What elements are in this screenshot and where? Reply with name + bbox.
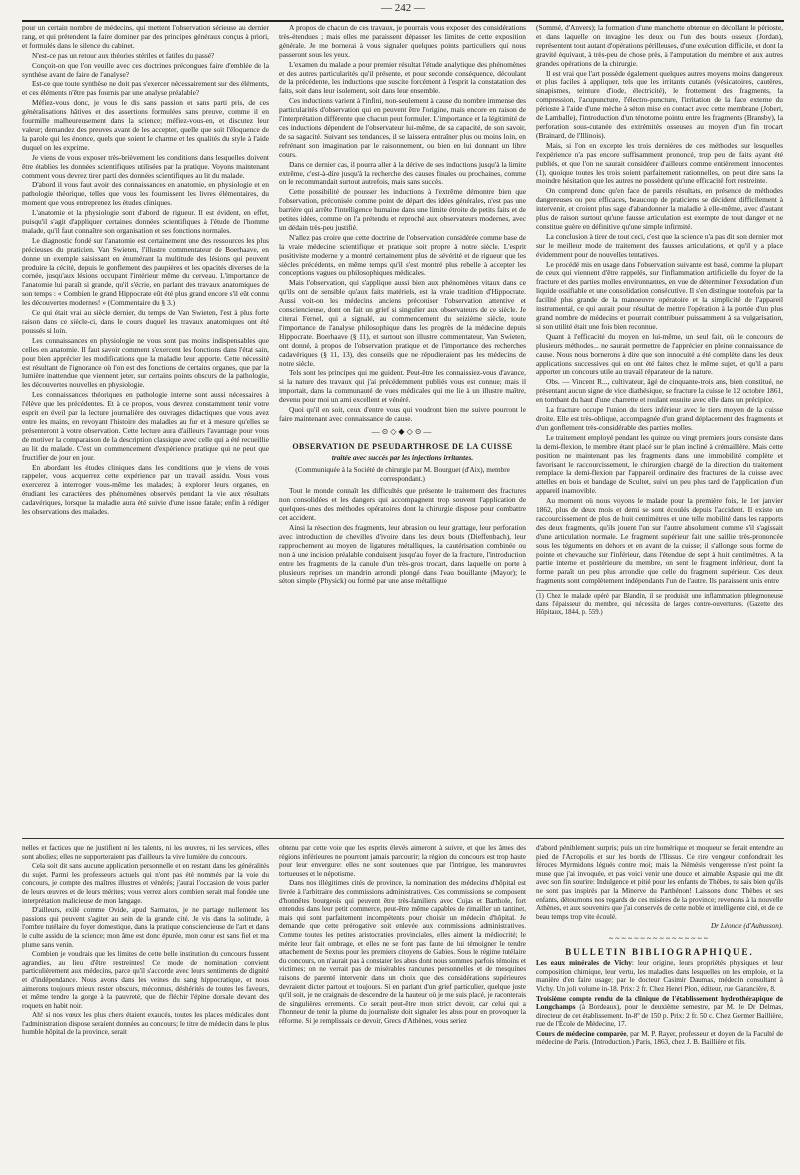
paragraph: On comprend donc qu'en face de pareils résultats, en présence de méthodes dangereuses ou peu efficaces, beaucoup de praticiens se décident difficilement à intervenir, et croient plus sage d'abandonner la maladie à elle-même, avec d'autant plus de raison surtout qu'une fausse articulation est exempte de tout danger et ne constitue guère en définitive qu'une simple infirmité.	[536, 186, 783, 231]
lower-column-3-text	[536, 844, 783, 921]
paragraph: D'ailleurs, exilé comme Ovide, apud Sarmatos, je ne partage nullement les passions qui peuvent s'agiter au sein de la grande cité. Je vis dans la solitude, à l'ombre tutélaire du foyer domestique, dans la pratique consciencieuse de l'art et dans le culte assidu de la science; mon âme est donc épurée, mon cœur est sans fiel et ma plume sans venin.	[22, 906, 269, 949]
paragraph: Cela soit dit sans aucune application personnelle et en restant dans les généralités du sujet. Parmi les professeurs actuels qui n'ont pas été nommés par la voie du concours, je compte des maîtres illustres et vénérés; j'aurai l'occasion de vous parler de leurs œuvres et de leurs mérites; vous verrez alors combien serait mal fondée une interprétation malicieuse de mon langage.	[22, 862, 269, 905]
upper-column-1	[22, 24, 269, 832]
paragraph: Est-ce que toute synthèse ne doit pas s'exercer nécessairement sur des éléments, et ces éléments n'être pas fournis par une analyse préalable?	[22, 79, 269, 98]
signature: Dr Léonce (d'Aubusson).	[710, 922, 783, 931]
bibliography-title: Cours de médecine comparée	[536, 1029, 627, 1038]
paragraph: L'anatomie et la physiologie sont d'abord de rigueur. Il est évident, en effet, puisqu'il s'agit d'appliquer certaines données scientifiques à l'étude de l'homme malade, qu'il faut connaître son organisation et ses fonctions normales.	[22, 208, 269, 235]
paragraph: Mais, si l'on en excepte les trois dernières de ces méthodes sur lesquelles l'expérience n'a pas encore suffisamment prononcé, trop peu de faits ayant été publiés, et que l'on ne saurait considérer d'ailleurs comme entièrement innocentes (1), quoique toutes les trois soient parfaitement rationnelles, on peut dire sans la moindre hésitation que les autres ne possèdent qu'une efficacité fort restreinte.	[536, 140, 783, 186]
paragraph: nelles et factices que ne justifient ni les talents, ni les œuvres, ni les services, elles sont abolies; elles ne supporteraient pas d'ailleurs la vive lumière du concours.	[22, 844, 269, 861]
paragraph: En abordant les études cliniques dans les conditions que je viens de vous rappeler, vous acquerrez cette expérience par un travail assidu. Vous vous exercerez à interroger vous-même les malades; à explorer leurs organes, en étudiant les caractères des phénomènes observés pendant la vie aux résultats cadavériques, lorsque la maladie aura été suivie d'une issue fatale; enfin à rédiger les observations des malades.	[22, 462, 269, 517]
bibliography-entry	[536, 995, 783, 1029]
bibliography-title: Les eaux minérales de Vichy	[536, 959, 632, 968]
paragraph: Tels sont les principes qui me guident. Peut-être les connaissiez-vous d'avance, si la nature des travaux qui j'ai précédemment publiés vous est connue; mais il importait, dans la communauté de vues médicales qui me lie à un illustre maître, devenu pour moi un ami excellent et vénéré.	[279, 368, 526, 405]
bibliography-entry	[536, 1030, 783, 1047]
upper-section	[22, 24, 784, 832]
paragraph: Méfiez-vous donc, je vous le dis sans passion et sans parti pris, de ces généralisations hâtives et des assertions formulées sans preuve, comme il en fourmille malheureusement dans la science; méfiez-vous-en, et discutez leur valeur; demandez des preuves avant de les accepter, quelle que soit l'éloquence de la parole qui les énonce, quels que soient le charme et les qualités du style à l'aide duquel on les exprime.	[22, 98, 269, 152]
paragraph: La conclusion à tirer de tout ceci, c'est que la science n'a pas dit son dernier mot sur le meilleur mode de traitement des fausses articulations, et qu'il y a place évidemment pour de nouvelles tentatives.	[536, 231, 783, 259]
bulletin-list	[536, 959, 783, 1047]
article-intro: (Communiquée à la Société de chirurgie par M. Bourguet (d'Aix), membre correspondant.)	[295, 465, 510, 483]
bulletin-title: BULLETIN BIBLIOGRAPHIQUE.	[565, 946, 754, 957]
paragraph: Dans nos illégitimes cités de province, la nomination des médecins d'hôpital est livrée à l'arbitraire des commissions administratives. Ces commissions se composent d'honnêtes bourgeois qui peuvent être très-familiers avec Cujas et Barthole, fort entendus dans leur petit commerce, peut-être même capables de rimailler un tantinet, mais qui sont parfaitement incompétents pour choisir un médecin d'hôpital. Je demande que cette prérogative soit enlevée aux commissions administratives. Comme toutes les petites aristocraties provinciales, elles aiment la médiocrité; le mérite leur fait ombrage, et elles ne se font pas faute de lui témoigner le tendre attachement de Sextus pour les premiers citoyens de Gabies. Sous le régime tutélaire du concours, on n'aurait pas à constater les abus dont nous sommes parfois témoins et victimes; on ne verrait pas de misérables rancunes personnelles et de mesquines raisons de parenté intervenir dans un choix que des considérations supérieures devraient dicter partout et toujours. Si en parlant d'un grief particulier, quelque juste qu'il soit, je ne craignais de descendre de la hauteur où je me suis placé, je raconterais de singulières errements. Ce serait peut-être mon strict devoir, car celui qui a l'honneur de tenir la plume du journaliste doit signaler les abus pour en provoquer la réforme. Si je remplissais ce devoir, Grecs d'Athènes, vous seriez	[279, 879, 526, 1025]
paragraph: Le traitement employé pendant les quinze ou vingt premiers jours consiste dans la demi-flexion, le membre étant placé sur le plan incliné à crémaillère. Mais cette position ne maintenant pas les fragments dans une immobilité complète et favorisant le raccourcissement, le chirurgien chargé de la direction du traitement remplace la demi-flexion par l'appareil ordinaire des fractures de la cuisse avec attelles en bois et bandage de Scultet, suivi un peu plus tard de l'application d'un appareil inamovible.	[536, 432, 783, 496]
paragraph: Le diagnostic fondé sur l'anatomie est certainement une des ressources les plus précieuses du praticien. Van Swieten, l'illustre commentateur de Boerhaave, en donne un exemple saisissant en énumérant la multitude des lésions qui peuvent produire la cécité, depuis le gonflement des paupières et les opacités diverses de la cornée, jusqu'aux lésions occupant l'intérieur même du cerveau. L'importance de l'anatomie lui paraît si grande, qu'il s'écrie, en parlant des travaux anatomiques de son temps : « Combien le grand Hippocrate eût été plus grand encore s'il eût connu les découvertes modernes! » (Commentaire du § 3.)	[22, 235, 269, 308]
lower-column-3	[536, 844, 783, 1170]
paragraph: Ce qui était vrai au siècle dernier, du temps de Van Swieten, l'est à plus forte raison dans ce siècle-ci, dans le cours duquel les travaux anatomiques ont été poussés si loin.	[22, 308, 269, 335]
paragraph: Obs. — Vincent R..., cultivateur, âgé de cinquante-trois ans, bien constitué, ne présentant aucun signe de vice diathésique, se fracture la cuisse le 12 octobre 1861, en tombant du haut d'une charrette et roulant ensuite avec elle dans un précipice.	[536, 377, 783, 405]
paragraph: La fracture occupe l'union du tiers inférieur avec le tiers moyen de la cuisse droite. Elle est très-oblique, accompagnée d'un grand déplacement des fragments et d'un gonflement très-considérable des parties molles.	[536, 405, 783, 432]
paragraph: (Sommé, d'Anvers); la formation d'une manchette obtenue en décollant le périoste, et dans laquelle on invagine les deux ou l'un des bouts osseux (Jordan), représentent tout autant d'opérations périlleuses, d'une exécution difficile, et dont la gravité équivaut, à très-peu de chose près, à l'amputation du membre et aux autres grandes opérations de la chirurgie.	[536, 24, 783, 68]
paragraph: Conçoit-on que l'on veuille avec ces doctrines précongues faire d'emblée de la synthèse avant de faire de l'analyse?	[22, 60, 269, 79]
article-body	[279, 487, 526, 586]
paragraph: Tout le monde connaît les difficultés que présente le traitement des fractures non consolidées et les dangers qui accompagnent trop souvent l'application de quelques-unes des méthodes opératoires dont la chirurgie dispose pour combattre cet accident.	[279, 486, 526, 523]
newspaper-page	[22, 0, 784, 1175]
upper-column-3-text	[536, 24, 783, 586]
header-rule	[22, 20, 784, 22]
upper-column-2-text	[279, 24, 526, 424]
article-title: OBSERVATION DE PSEUDARTHROSE DE LA CUISSE	[292, 441, 513, 451]
lower-section	[22, 844, 784, 1170]
bibliography-entry	[536, 959, 783, 993]
paragraph: Les connaissances théoriques en pathologie interne sont aussi nécessaires à l'élève que les précédentes. Et à ce propos, vous devrez constamment tenir votre esprit en éveil par la lecture journalière des ouvrages didactiques que vous avez entre les mains, en revoyant l'histoire des maladies au fur et à mesure qu'elles se présenteront à votre observation. Cette lecture aura d'ailleurs l'avantage pour vous de motiver la comparaison de la description classique avec celle qui a été recueillie au lit du malade. C'est un commencement d'expérience pratique qui ne peut que fructifier de jour en jour.	[22, 390, 269, 462]
bibliography-text: , par M. P. Rayer, professeur et doyen de la Faculté de médecine de Paris. (Introduction.) Paris, 1863, chez J. B. Baillière et fils.	[536, 1029, 783, 1047]
paragraph: Ces inductions varient à l'infini, non-seulement à cause du nombre immense des particularités d'observation qui en peuvent être l'origine, mais encore en raison de l'interprétation différente que chacun peut formuler. L'importance et la légitimité de ces inductions dépendent de l'observateur lui-même, de sa capacité, de son savoir, de sa sagacité. Suivant ses tendances, il se laissera entraîner plus ou moins loin, en refrénant son imagination par le raisonnement, ou bien en lui donnant un libre cours.	[279, 96, 526, 159]
section-separator: —⊙◇◆◇⊙—	[371, 426, 434, 436]
paragraph: D'abord il vous faut avoir des connaissances en anatomie, en physiologie et en pathologie théorique, telles que vous les fournissent les livres élémentaires, du moment que vous entreprenez les études cliniques.	[22, 180, 269, 208]
paragraph: Mais l'observation, qui s'applique aussi bien aux phénomènes vitaux dans ce qu'ils ont de sensible qu'aux faits matériels, est la vraie tradition d'Hippocrate. Aussi voit-on les médecins anciens préconiser l'observation attentive et consciencieuse, dont on fait un grief si singulier aux observateurs de ce siècle. Je citerai Fernel, qui a signalé, au commencement du seizième siècle, toute l'importance de l'analyse philosophique dans les progrès de la médecine depuis Hippocrate. Boerhaave (§ 11), et surtout son illustre commentateur, Van Swieten, ont donné, à propos de l'observation pratique et de l'importance des recherches cadavériques (§ 11, 13), des conseils que ne répudieraient pas les médecins de notre siècle.	[279, 278, 526, 368]
paragraph: pour un certain nombre de médecins, qui mettent l'observation sérieuse au dernier rang, et qui prétendent la faire dominer par des principes généraux conçus à priori, et formulés dans le silence du cabinet.	[22, 24, 269, 50]
bulletin-separator: ~~~~~~~~~~~~~~~~	[608, 933, 711, 943]
paragraph: Je viens de vous exposer très-brièvement les conditions dans lesquelles doivent être établies les données scientifiques utilisées par la pratique. Voyons maintenant comment vous devrez tirer parti des données scientifiques au lit du malade.	[22, 152, 269, 180]
paragraph: d'abord péniblement surpris; puis un rire homérique et moqueur se ferait entendre au pied de l'Acropolis et sur les bords de l'Ilissus. Ce rire vengeur confondrait les féroces Myrmidons légués contre moi; mais la Némésis vengeresse n'est point la muse que j'ai invoquée, et pas voici venir une douce et aimable Aspasie qui me dit avec son fin sourire: Indulgence et pitié pour les enfants de Thèbes, tu sais bien qu'ils ne sont pas inspirés par la Minerve du Parthénon! Laissons donc Thèbes et ses enfants, détournons nos regards de ces misères de la province; revenons à la nouvelle Athènes, et aux souvenirs que j'ai conservés de cette noble et intelligente cité, et de ce beau temps trop vite écoulé.	[536, 844, 783, 921]
paragraph: Combien je voudrais que les limites de cette belle institution du concours fussent agrandies, au lieu d'être restreintes! Ce mode de nomination convient particulièrement aux médecins, parce qu'il s'accorde avec leurs sentiments de dignité et d'indépendance. Nous avons dans les veines du sang hippocratique, et nous aimerons toujours mieux rester obscurs, méconnus, déshérités de toutes les faveurs, et même tendre la gorge à la pauvreté, que de fléchir l'épine dorsale devant des roquets en habit noir.	[22, 950, 269, 1010]
paragraph: Ainsi la résection des fragments, leur abrasion ou leur grattage, leur perforation avec introduction de chevilles d'ivoire dans les deux bouts (Dieffenbach), leur rapprochement au moyen de ligatures métalliques, la cautérisation combinée ou non à une incision préalable conduisent jusqu'au foyer de la fracture, l'introduction entre les fragments de la canule d'un très-gros trocart, dans laquelle on porte à plusieurs reprises un mandrin arrondi plongé dans l'eau bouillante (Mayor); le séton simple (Physick) ou formé par une anse métallique	[279, 523, 526, 586]
bibliography-title: Troisième compte rendu de la clinique de l'établissement hydrothérapique de Longchamps	[536, 994, 783, 1012]
bibliography-text: (à Bordeaux), pour le deuxième semestre, par M. le Dr Delmas, directeur de cet établissement. In-8º de 150 p. Prix: 2 fr. 50 c. Chez Germer Baillière, rue de l'École de Médecine, 17.	[536, 1003, 783, 1029]
paragraph: A propos de chacun de ces travaux, je pourrais vous exposer des considérations très-étendues ; mais elles me paraissent dépasser les limites de cette exposition générale. Je me bornerai à vous signaler quelques points particuliers qui nous passeront sous les yeux.	[279, 24, 526, 59]
paragraph: Ah! si nos vœux les plus chers étaient exaucés, toutes les places médicales dont l'administration dispose seraient données au concours; le titre de médecin dans le plus humble hôpital de la province, serait	[22, 1011, 269, 1037]
section-rule	[22, 838, 784, 839]
paragraph: Dans ce dernier cas, il pourra aller à la dérive de ses inductions jusqu'à la limite extrême, c'est-à-dire jusqu'à la recherche des causes finales ou prochaines, comme on le recommandait surtout autrefois, mais sans succès.	[279, 159, 526, 187]
upper-column-3	[536, 24, 783, 832]
upper-column-2	[279, 24, 526, 832]
paragraph: N'est-ce pas un retour aux théories stériles et fatiles du passé?	[32, 50, 215, 60]
paragraph: Quoi qu'il en soit, ceux d'entre vous qui voudront bien me suivre pourront le faire maintenant avec connaissance de cause.	[279, 405, 526, 423]
footnote: (1) Chez le malade opéré par Blandin, il se produisit une inflammation phlegmoneuse dans l'épaisseur du membre, qui nécessita de larges contre-ouvertures. (Gazette des Hôpitaux, 1844, p. 559.)	[536, 590, 783, 617]
article-subtitle: traitée avec succès par les injections irritantes.	[331, 452, 474, 462]
page-number: — 242 —	[381, 2, 425, 14]
paragraph: obtenu par cette voie que les esprits élevés aimeront à suivre, et que les âmes des régions inférieures ne pourront jamais parcourir; la région du concours est trop haute pour leur envergure: elles ne sont soutenues que par l'intrigue, les manœuvres tortueuses et le népotisme.	[279, 844, 526, 878]
paragraph: Quant à l'efficacité du moyen en lui-même, un seul fait, où le concours de plusieurs méthodes... ne saurait permettre de l'apprécier en pleine connaissance de cause. Nous nous bornerons à dire que son innocuité a été complète dans les deux applications successives qui en ont été faites chez le même sujet, et qu'il a paru apporter un concours utile au travail réparateur de la nature.	[536, 331, 783, 377]
bibliography-text: : leur origine, leurs propriétés physiques et leur composition chimique, leur vertu, les maladies dans lesquelles on les emploie, et la manière d'en faire usage; par le docteur Casimir Daumas, médecin consultant à Vichy. Un joli volume in-18. Prix: 2 fr. Chez Henri Plon, éditeur, rue Garancière, 8.	[536, 959, 783, 993]
paragraph: Les connaissances en physiologie ne vous sont pas moins indispensables que celles en anatomie. Il faut savoir comment s'exercent les fonctions dans l'état sain, pour bien apprécier les modifications que la maladie leur apporte. Cette nécessité est résultant de l'ignorance où l'on est des fonctions de certains organes, que par la lumière inattendue que viennent jeter, sur certains points obscurs de la pathologie, les découvertes nouvelles en physiologie.	[22, 335, 269, 390]
paragraph: Le procédé mis en usage dans l'observation suivante est basé, comme la plupart de ceux qui viennent d'être rappelés, sur l'inflammation artificielle du foyer de la fracture et des parties molles environnantes, en vue de déterminer l'exsudation d'un liquide ossifiable et une consolidation consécutive. Il s'en distingue toutefois par la facilité plus grande de la manoeuvre opératoire et la simplicité de l'appareil instrumental, ce qui aurait pour résultat de mettre l'opération à la portée d'un plus grand nombre de médecins et pourrait contribuer puissamment à sa vulgarisation, si son utilité était une fois bien reconnue.	[536, 259, 783, 331]
paragraph: Au moment où nous voyons le malade pour la première fois, le 1er janvier 1862, plus de deux mois et demi se sont écoulés depuis l'accident. Il existe un raccourcissement de plus de huit centimètres et une telle mobilité dans les rapports des deux fragments, qu'ils jouent l'un sur l'autre absolument comme s'il s'agissait d'une articulation normale. Le fragment supérieur fait une saillie très-prononcée sous les téguments en dehors et en avant de la cuisse; il s'allonge sous forme de pointe et chevauche sur l'inférieur, dans l'étendue de sept à huit centimètres. A la partie interne et postérieure du membre, on sent le fragment inférieur, dont la forme paraît un peu plus arrondie que celle du fragment supérieur. Ces deux fragments sont complètement indépendants l'un de l'autre. Ils paraissent unis entre	[536, 496, 783, 586]
lower-column-2	[279, 844, 526, 1170]
paragraph: Cette possibilité de pousser les inductions à l'extrême démontre bien que l'observation, préconisée comme point de départ des idées générales, n'est pas une barrière qui arrête l'intelligence humaine dans une limite étroite de petits faits et de petites idées, comme on l'a prétendu et reproché aux observateurs modernes, avec un dédain très-peu justifié.	[279, 187, 526, 232]
lower-column-1	[22, 844, 269, 1170]
paragraph: L'examen du malade a pour premier résultat l'étude analytique des phénomènes et des autres particularités qu'il présente, et pour seconde conséquence, découlant de la précédente, les inductions que suscite forcément à l'esprit la constatation des faits, soit dans leur isolement, soit dans leur ensemble.	[279, 59, 526, 96]
paragraph: Il est vrai que l'art possède également quelques autres moyens moins dangereux et plus faciles à appliquer, tels que les irritants cutanés (vésicatoires, cautères, sinapismes, teinture d'iode, électricité), le frottement des fragments, la compression, l'acupuncture, l'électro-puncture, l'irritation de la face externe du périoste à l'aide d'une mèche à séton mise en contact avec cette membrane (Jobert, de Lamballe), l'introduction d'un ténotome pointu entre les fragments (Bransby), la perforation sous-cutanée des extrémités osseuses au moyen d'un fin trocart (Brainard, de l'Illinois).	[536, 68, 783, 140]
paragraph: N'allez pas croire que cette doctrine de l'observation considérée comme base de la vraie médecine scientifique et pratique soit propre à notre siècle. L'esprit positiviste moderne y a montré certainement plus de sévérité et de rigueur que les siècles précédents, en même temps qu'il s'est montré plus rebelle à accepter les conceptions vagues ou philosophiques médicales.	[279, 232, 526, 278]
